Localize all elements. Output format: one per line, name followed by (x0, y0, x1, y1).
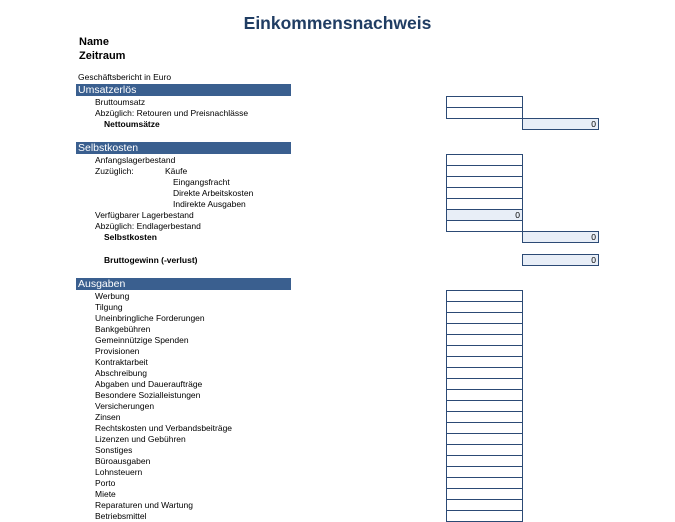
expense-row-label: Bankgebühren (95, 324, 151, 334)
total-gross-profit: 0 (522, 254, 599, 266)
expense-row-label: Uneinbringliche Forderungen (95, 313, 205, 323)
expense-row-label: Reparaturen und Wartung (95, 500, 193, 510)
expense-row-label: Versicherungen (95, 401, 155, 411)
row-label-available-inventory: Verfügbarer Lagerbestand (95, 210, 194, 220)
expense-row-label: Miete (95, 489, 116, 499)
expense-row-label: Büroausgaben (95, 456, 151, 466)
row-label-returns: Abzüglich: Retouren und Preisnachlässe (95, 108, 249, 118)
expense-row-label: Gemeinnützige Spenden (95, 335, 189, 345)
input-returns[interactable] (446, 107, 523, 119)
row-label-plus: Zuzüglich: (95, 166, 134, 176)
row-label-gross-sales: Bruttoumsatz (95, 97, 146, 107)
name-label: Name (79, 36, 109, 48)
report-currency-label: Geschäftsbericht in Euro (78, 72, 172, 82)
page-title: Einkommensnachweis (243, 13, 432, 33)
expense-row-label: Sonstiges (95, 445, 133, 455)
total-net-sales: 0 (522, 118, 599, 130)
row-label-indirect: Indirekte Ausgaben (173, 199, 246, 209)
row-label-closing-inventory: Abzüglich: Endlagerbestand (95, 221, 201, 231)
row-label-freight: Eingangsfracht (173, 177, 230, 187)
expense-row-label: Abgaben und Daueraufträge (95, 379, 203, 389)
expense-row-label: Provisionen (95, 346, 140, 356)
row-label-cogs-total: Selbstkosten (104, 232, 157, 242)
section-header-expenses: Ausgaben (76, 278, 291, 290)
total-cogs: 0 (522, 231, 599, 243)
expense-row-label: Rechtskosten und Verbandsbeiträge (95, 423, 233, 433)
expense-row-label: Betriebsmittel (95, 511, 147, 521)
row-label-direct-labor: Direkte Arbeitskosten (173, 188, 254, 198)
expense-row-label: Werbung (95, 291, 130, 301)
row-label-gross-profit: Bruttogewinn (-verlust) (104, 255, 198, 265)
expense-row-label: Abschreibung (95, 368, 147, 378)
expense-row-label: Tilgung (95, 302, 123, 312)
section-header-cogs: Selbstkosten (76, 142, 291, 154)
expense-row-label: Lizenzen und Gebühren (95, 434, 186, 444)
expense-row-label: Porto (95, 478, 116, 488)
row-label-purchases: Käufe (165, 166, 188, 176)
total-available-inventory: 0 (446, 209, 523, 221)
row-label-net-sales: Nettoumsätze (104, 119, 160, 129)
row-label-opening-inventory: Anfangslagerbestand (95, 155, 176, 165)
expense-input-cell[interactable] (446, 510, 523, 522)
input-closing-inventory[interactable] (446, 220, 523, 232)
expense-row-label: Besondere Sozialleistungen (95, 390, 201, 400)
period-label: Zeitraum (79, 50, 126, 62)
expense-row-label: Zinsen (95, 412, 121, 422)
section-header-revenue: Umsatzerlös (76, 84, 291, 96)
expense-row-label: Lohnsteuern (95, 467, 143, 477)
expense-row-label: Kontraktarbeit (95, 357, 148, 367)
